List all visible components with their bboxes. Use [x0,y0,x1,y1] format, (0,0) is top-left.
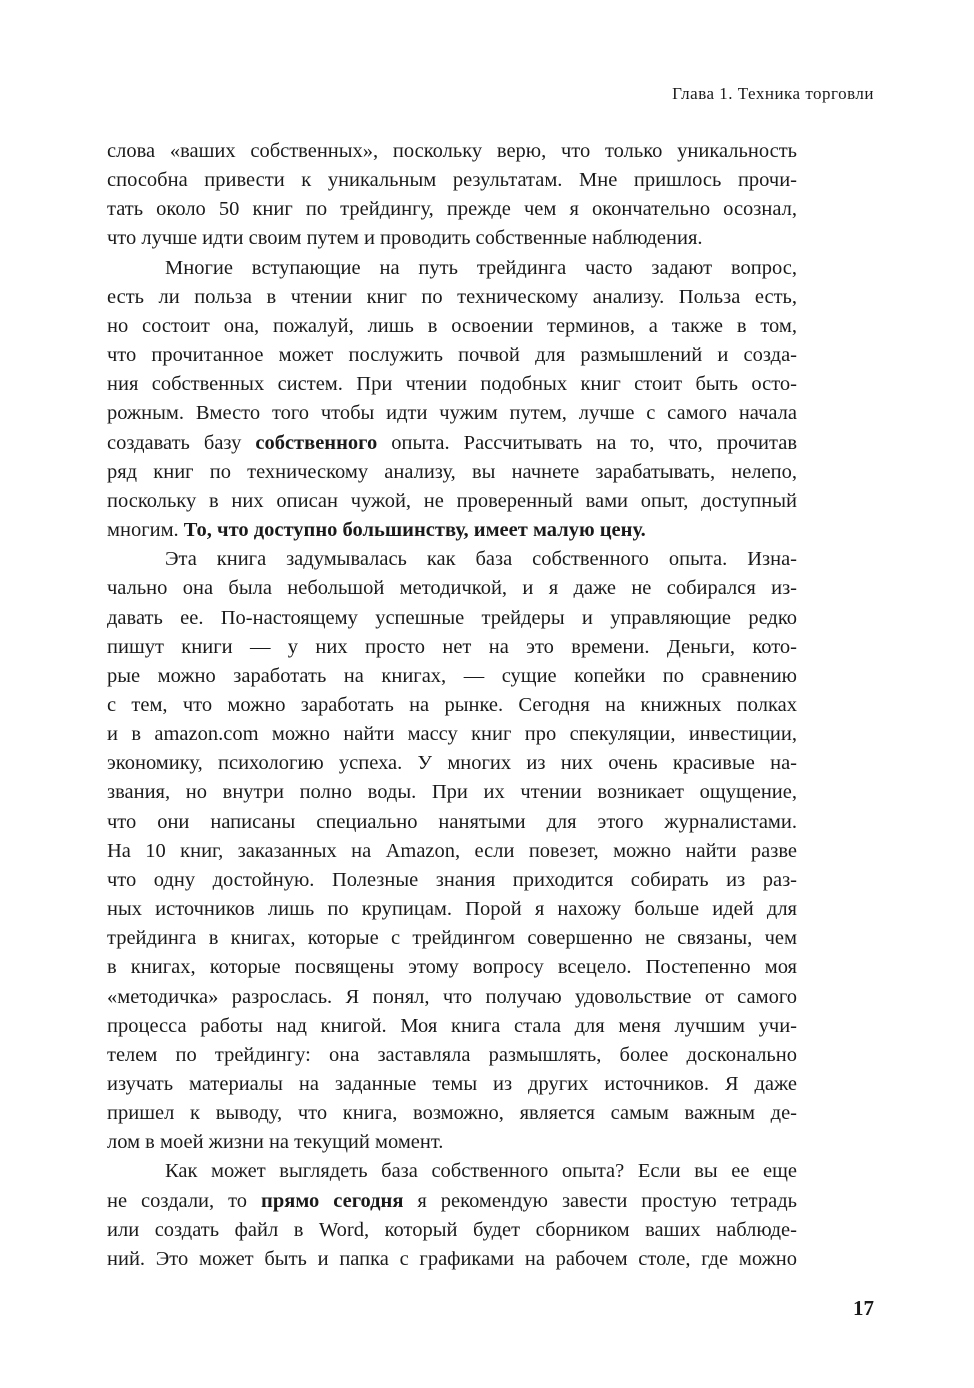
text-line [107,224,797,253]
bold-text: То, что доступно большинству, имеет малую цену. [183,519,646,542]
text-line [107,516,797,545]
text-run: опыта. Рассчитывать на то, что, прочитав [377,431,797,454]
text-line [107,604,797,633]
text-line [107,1157,797,1186]
text-run: лом в моей жизни на текущий момент. [107,1131,444,1154]
text-run: Эта книга задумывалась как база собственного опыта. Изна- [165,548,797,571]
text-line [107,341,797,370]
text-run: создавать базу [107,431,256,454]
text-line [107,399,797,428]
text-run: «методичка» разрослась. Я понял, что получаю удовольствие от самого [107,985,797,1008]
text-line [107,166,797,195]
text-line [107,953,797,982]
text-run: давать ее. По-настоящему успешные трейдеры и управляющие редко [107,606,797,629]
text-line [107,1187,797,1216]
text-run: что они написаны специально нанятыми для этого журналистами. [107,810,797,833]
text-run: что лучше идти своим путем и проводить собственные наблюдения. [107,227,703,250]
text-run: ряд книг по техническому анализу, вы начнете зарабатывать, нелепо, [107,460,797,483]
text-run: Как может выглядеть база собственного опыта? Если вы ее еще [165,1160,797,1183]
text-line [107,866,797,895]
text-line [107,691,797,720]
text-line [107,1245,797,1274]
text-line [107,312,797,341]
text-run: пришел к выводу, что книга, возможно, является самым важным де- [107,1102,797,1125]
text-line [107,1099,797,1128]
text-line [107,895,797,924]
bold-text: прямо сегодня [261,1189,404,1212]
text-run: изучать материалы на заданные темы из других источников. Я даже [107,1073,797,1095]
text-line [107,254,797,283]
running-header: Глава 1. Техника торговли [672,84,874,103]
text-run: слова «ваших собственных», поскольку верю, что только уникальность [107,140,797,162]
text-run: звания, но внутри полно воды. При их чтении возникает ощущение, [107,781,797,804]
text-line [107,983,797,1012]
text-run: поскольку в них описан чужой, не проверенный вами опыт, доступный [107,489,797,512]
text-line [107,837,797,866]
text-run: многим. [107,519,184,542]
text-run: ния собственных систем. При чтении подобных книг стоит быть осто- [107,373,797,396]
text-line [107,574,797,603]
text-line [107,720,797,749]
text-run: с тем, что можно заработать на рынке. Сегодня на книжных полках [107,693,797,716]
text-run: ных источников лишь по крупицам. Порой я нахожу больше идей для [107,898,797,921]
text-line [107,778,797,807]
text-run: или создать файл в Word, который будет сборником ваших наблюде- [107,1218,797,1241]
text-line [107,1216,797,1245]
text-line [107,749,797,778]
text-line [107,137,797,166]
text-run: в книгах, которые посвящены этому вопросу всецело. Постепенно моя [107,956,797,979]
text-line [107,545,797,574]
text-line [107,808,797,837]
text-run: что одну достойную. Полезные знания приходится собирать из раз- [107,868,797,891]
text-run: экономику, психологию успеха. У многих из них очень красивые на- [107,752,797,775]
text-line [107,1070,797,1099]
text-line [107,633,797,662]
text-run: На 10 книг, заказанных на Amazon, если повезет, можно найти разве [107,839,797,862]
text-run: способна привести к уникальным результатам. Мне пришлось прочи- [107,169,797,192]
text-run: ний. Это может быть и папка с графиками на рабочем столе, где можно [107,1247,797,1270]
text-run: чально она была небольшой методичкой, и я даже не собирался из- [107,577,797,600]
text-run: рые можно заработать на книгах, — сущие копейки по сравнению [107,664,797,687]
text-line [107,924,797,953]
text-line [107,1012,797,1041]
text-line [107,370,797,399]
text-line [107,487,797,516]
text-line [107,283,797,312]
page-number: 17 [853,1296,874,1320]
text-run: пишут книги — у них просто нет на это времени. Деньги, кото- [107,635,797,658]
text-run: и в amazon.com можно найти массу книг про спекуляции, инвестиции, [107,723,797,746]
text-line [107,1041,797,1070]
text-run: не создали, то [107,1189,262,1212]
body-text [107,137,797,1274]
text-line [107,195,797,224]
text-run: телем по трейдингу: она заставляла размышлять, более досконально [107,1043,797,1066]
text-run: трейдинга в книгах, которые с трейдингом совершенно не связаны, чем [107,927,797,950]
text-run: рожным. Вместо того чтобы идти чужим путем, лучше с самого начала [107,402,797,425]
text-line [107,458,797,487]
text-run: что прочитанное может послужить почвой для размышлений и созда- [107,344,797,367]
text-run: есть ли польза в чтении книг по техническому анализу. Польза есть, [107,285,797,308]
text-line [107,429,797,458]
text-run: но состоит она, пожалуй, лишь в освоении терминов, а также в том, [107,314,797,337]
text-line [107,1128,797,1157]
text-run: я рекомендую завести простую тетрадь [403,1189,797,1212]
text-run: Многие вступающие на путь трейдинга часто задают вопрос, [165,256,797,279]
text-line [107,662,797,691]
text-run: тать около 50 книг по трейдингу, прежде чем я окончательно осознал, [107,198,797,221]
text-run: процесса работы над книгой. Моя книга стала для меня лучшим учи- [107,1014,797,1037]
bold-text: собственного [255,431,378,454]
